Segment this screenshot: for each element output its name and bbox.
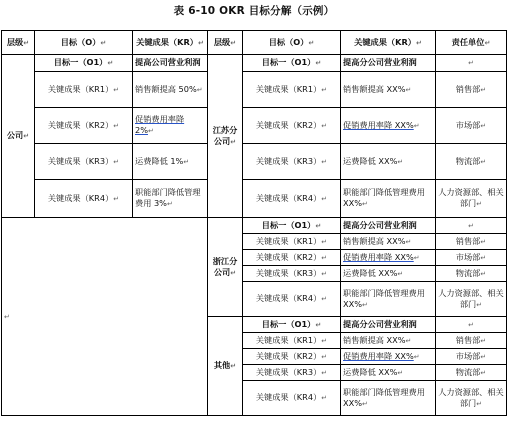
kr-label-cell: 关键成果（KR2）↵ (243, 250, 341, 266)
kr-label-cell: 关键成果（KR4）↵ (35, 180, 133, 218)
unit-cell: 人力资源部、相关部门↵ (436, 381, 507, 416)
unit-cell: ↵ (436, 218, 507, 234)
table-row (2, 180, 507, 218)
unit-cell: 市场部↵ (436, 108, 507, 144)
branch-objective-cell: 目标一（O1）↵ (243, 218, 341, 234)
company-objective-cell: 目标一（O1）↵ (35, 55, 133, 72)
header-objective-right: 目标（O）↵ (243, 31, 341, 55)
unit-cell: 销售部↵ (436, 234, 507, 250)
kr-text-cell: 销售额提高 50%↵ (133, 72, 208, 108)
kr-label-cell: 关键成果（KR3）↵ (35, 144, 133, 180)
unit-cell: 销售部↵ (436, 72, 507, 108)
kr-label-cell: 关键成果（KR2）↵ (243, 349, 341, 365)
okr-table (1, 30, 507, 416)
kr-text-cell: 运费降低 XX%↵ (341, 365, 436, 381)
kr-text-cell: 销售额提高 XX%↵ (341, 333, 436, 349)
unit-cell: 销售部↵ (436, 333, 507, 349)
unit-cell: 人力资源部、相关部门↵ (436, 282, 507, 317)
kr-label-cell: 关键成果（KR1）↵ (243, 333, 341, 349)
branch-level-cell: 其他↵ (208, 317, 243, 416)
kr-label-cell: 关键成果（KR4）↵ (243, 282, 341, 317)
kr-label-cell: 关键成果（KR3）↵ (243, 365, 341, 381)
unit-cell: 市场部↵ (436, 250, 507, 266)
header-level-left: 层级↵ (2, 31, 35, 55)
kr-label-cell: 关键成果（KR3）↵ (243, 144, 341, 180)
kr-text-cell: 促销费用率降 XX%↵ (341, 250, 436, 266)
unit-cell: 物流部↵ (436, 144, 507, 180)
kr-label-cell: 关键成果（KR4）↵ (243, 180, 341, 218)
kr-label-cell: 关键成果（KR4）↵ (243, 381, 341, 416)
kr-text-cell: 运费降低 XX%↵ (341, 266, 436, 282)
kr-text-cell: 运费降低 XX%↵ (341, 144, 436, 180)
header-kr-left: 关键成果（KR）↵ (133, 31, 208, 55)
kr-text-cell: 职能部门降低管理费用 XX%↵ (341, 282, 436, 317)
empty-left-cell: ↵ (2, 218, 208, 416)
company-objective-kr-cell: 提高公司营业利润 (133, 55, 208, 72)
unit-cell: 市场部↵ (436, 349, 507, 365)
header-row (2, 31, 507, 55)
branch-objective-kr-cell: 提高分公司营业利润 (341, 218, 436, 234)
table-row (2, 72, 507, 108)
table-row (2, 218, 507, 234)
kr-text-cell: 促销费用率降 XX%↵ (341, 108, 436, 144)
kr-label-cell: 关键成果（KR1）↵ (243, 234, 341, 250)
header-kr-right: 关键成果（KR）↵ (341, 31, 436, 55)
branch-objective-cell: 目标一（O1）↵ (243, 317, 341, 333)
table-caption: 表 6-10 OKR 目标分解（示例） (173, 5, 335, 17)
unit-cell: 物流部↵ (436, 365, 507, 381)
branch-level-cell: 浙江分公司↵ (208, 218, 243, 317)
kr-label-cell: 关键成果（KR3）↵ (243, 266, 341, 282)
table-row (2, 55, 507, 72)
company-level-cell: 公司↵ (2, 55, 35, 218)
unit-cell: ↵ (436, 317, 507, 333)
table-row (2, 108, 507, 144)
header-unit: 责任单位↵ (436, 31, 507, 55)
branch-objective-kr-cell: 提高分公司营业利润 (341, 317, 436, 333)
branch-level-cell: 江苏分公司↵ (208, 55, 243, 218)
kr-label-cell: 关键成果（KR1）↵ (35, 72, 133, 108)
kr-text-cell: 促销费用率降 XX%↵ (341, 349, 436, 365)
kr-text-cell: 职能部门降低管理费用 XX%↵ (341, 180, 436, 218)
kr-label-cell: 关键成果（KR2）↵ (243, 108, 341, 144)
kr-text-cell: 销售额提高 XX%↵ (341, 72, 436, 108)
branch-objective-cell: 目标一（O1）↵ (243, 55, 341, 72)
kr-text-cell: 促销费用率降 2%↵ (133, 108, 208, 144)
kr-label-cell: 关键成果（KR2）↵ (35, 108, 133, 144)
kr-text-cell: 销售额提高 XX%↵ (341, 234, 436, 250)
table-row (2, 144, 507, 180)
unit-cell: 人力资源部、相关部门↵ (436, 180, 507, 218)
header-objective-left: 目标（O）↵ (35, 31, 133, 55)
kr-label-cell: 关键成果（KR1）↵ (243, 72, 341, 108)
kr-text-cell: 职能部门降低管理费用 XX%↵ (341, 381, 436, 416)
unit-cell: 物流部↵ (436, 266, 507, 282)
unit-cell: ↵ (436, 55, 507, 72)
kr-text-cell: 职能部门降低管理费用 3%↵ (133, 180, 208, 218)
branch-objective-kr-cell: 提高分公司营业利润 (341, 55, 436, 72)
header-level-right: 层级↵ (208, 31, 243, 55)
kr-text-cell: 运费降低 1%↵ (133, 144, 208, 180)
